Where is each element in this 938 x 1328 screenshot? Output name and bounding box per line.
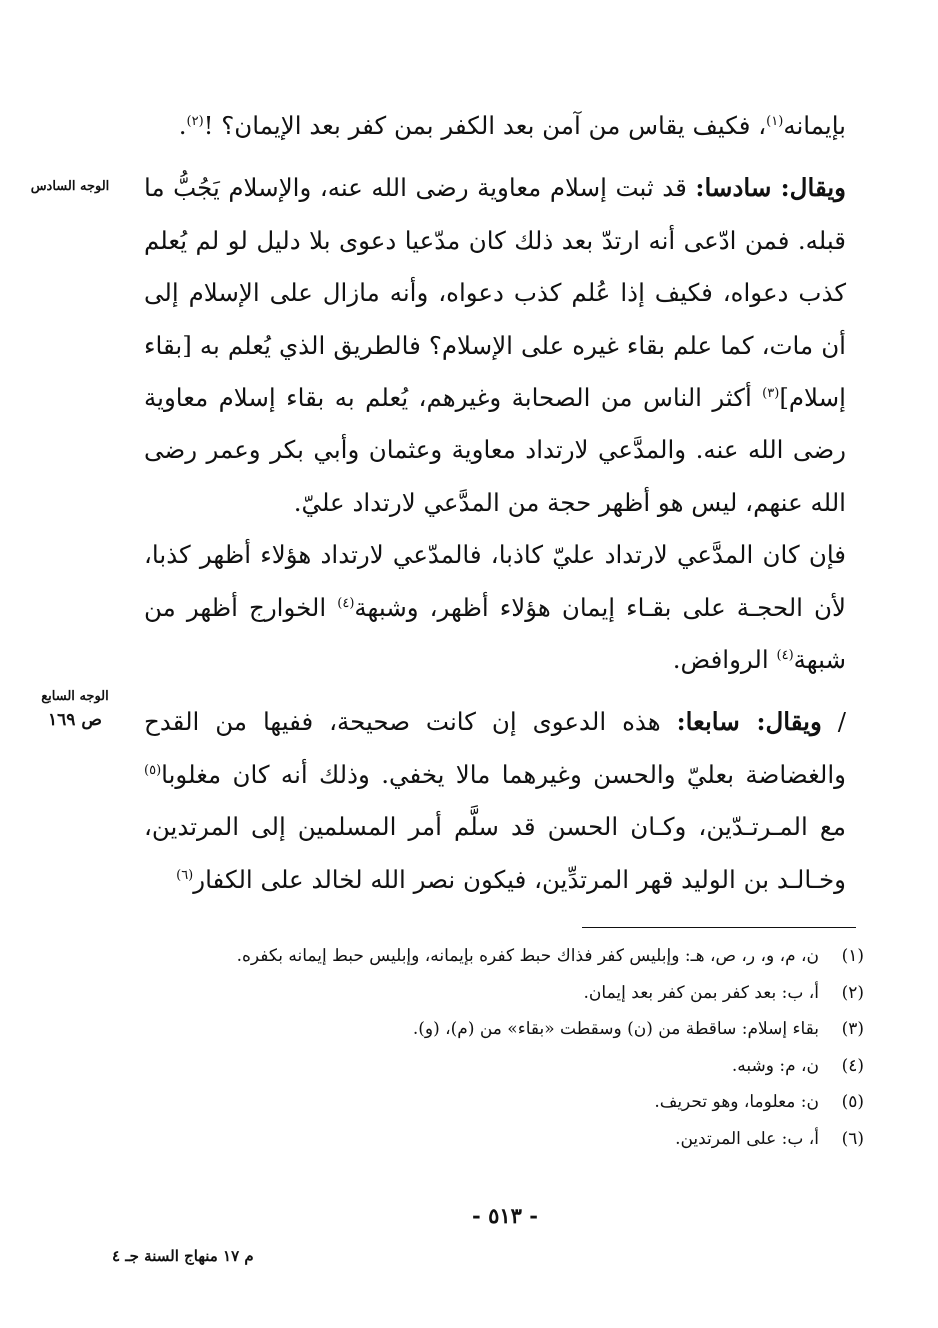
footnote [144,1011,864,1048]
footnote-ref-marker: (٤) [776,647,794,663]
paragraph-gap [144,152,846,162]
margin-note-seventh-aspect [30,688,120,734]
text-line: لو لم يُعلم كذب دعواه، فكيف إذا عُلم كذب دعواه، وأنه مازال على [144,225,846,308]
text-line: شبهة$^{(٤)}$ الروافض. [672,645,846,675]
paragraph-3 [144,529,846,686]
footnote-text: ن، م، و، ر، ص، هـ: وإبليس كفر فذاك حبط كفره بإيمانه، وإبليس حبط إيمانه بكفره. [236,946,819,966]
footnote-ref-marker: (٤) [337,595,355,611]
text-line: مع المـرتـدّين، وكـان الحسن قد سلَّم أمر المسلمين إلى المرتدين، [144,812,846,842]
paragraph-gap [144,686,846,696]
footnote [144,1084,864,1121]
paragraph-4 [144,696,846,906]
footnote-number: (١) [841,946,864,966]
page-number: - ٥١٣ - [472,1203,538,1228]
text-line: وخـالـد بن الوليد قهر المرتدِّين، فيكون نصر الله لخالد على الكفار$^{(٦)}$ [176,864,846,894]
margin-note-page-reference: ص ١٦٩ [48,710,102,730]
footnotes [144,938,864,1157]
paragraph-lead: ويقال: سادسا: [695,173,846,203]
text-line: الإسلام إلى أن مات، كما علم بقاء غيره على الإسلام؟ فالطريق الذي [144,278,846,360]
paragraph-1 [144,100,846,152]
text-line: هذه الدعوى إن كانت صحيحة، ففيها من القدح [144,707,661,737]
footnote-ref-marker: (١) [766,113,784,129]
footnote-number: (٣) [841,1019,864,1039]
text-line: والغضاضة بعليّ والحسن وغيرهما مالا يخفي. وذلك أنه كان مغلوبا$^{(٥)}$ [144,759,846,789]
text-line: يَجُبُّ ما قبله. فمن ادّعى أنه ارتدّ بعد ذلك كان مدّعيا دعوى بلا دليل [144,173,846,255]
footnote-ref-marker: (٢) [186,113,204,129]
footnote-ref-marker: (٥) [144,762,162,778]
margin-note-sixth-aspect [20,178,120,196]
footnote-text: ن، م: وشبه. [731,1055,819,1076]
footnote-number: (٤) [841,1055,864,1076]
footnote-ref-marker: (٣) [762,385,780,401]
main-text [144,100,846,906]
footnote-text: أ، ب: بعد كفر بمن كفر بعد إيمان. [583,982,819,1003]
paragraph-lead: ويقال: سابعا: [676,707,822,737]
footnote-text: ن: معلوما، وهو تحريف. [654,1092,819,1112]
text-line: يُعلم به [بقاء إسلام]$^{(٣)}$ أكثر الناس من الصحابة وغيرهم، يُعلم به بقاء [144,330,846,413]
text-line: فإن كان المدَّعي لارتداد عليّ كاذبا، فالمدّعي لارتداد هؤلاء أظهر كذبا، [144,540,846,570]
paragraph-2 [144,162,846,529]
printer-signature: م ١٧ منهاج السنة جـ ٤ [112,1247,254,1265]
text-line: بإيمانه$^{(١)}$، فكيف يقاس من آمن بعد الكفر بمن كفر بعد الإيمان؟ !$^{(٢)}$. [178,111,846,140]
text-line: قد ثبت إسلام معاوية رضى الله عنه، والإسلام [228,173,687,203]
footnote [144,938,864,975]
footnote [144,1121,864,1158]
slash-mark: / [837,707,847,737]
text-line: وعمر رضى الله عنهم، ليس هو أظهر حجة من المدَّعي لارتداد عليّ. [144,435,846,517]
text-line: لأن الحجـة على بقـاء إيمان هؤلاء أظهر، وشبهة$^{(٤)}$ الخوارج أظهر من [144,592,846,622]
margin-note-sixth-label: الوجه السادس [30,179,110,194]
text-line: إسلام معاوية رضى الله عنه. والمدَّعي لارتداد معاوية وعثمان وأبي بكر [144,383,846,465]
footnote [144,975,864,1012]
footnote-separator [582,927,856,928]
footnote-number: (٢) [841,982,864,1003]
footnote-number: (٦) [841,1128,864,1149]
margin-note-seventh-label: الوجه السابع [41,689,109,704]
footnote-text: أ، ب: على المرتدين. [675,1128,819,1149]
footnote-ref-marker: (٦) [176,867,194,883]
footnote-number: (٥) [841,1092,864,1112]
footnote-text: بقاء إسلام: ساقطة من (ن) وسقطت «بقاء» من (م)، (و). [412,1019,819,1039]
footnote [144,1048,864,1085]
